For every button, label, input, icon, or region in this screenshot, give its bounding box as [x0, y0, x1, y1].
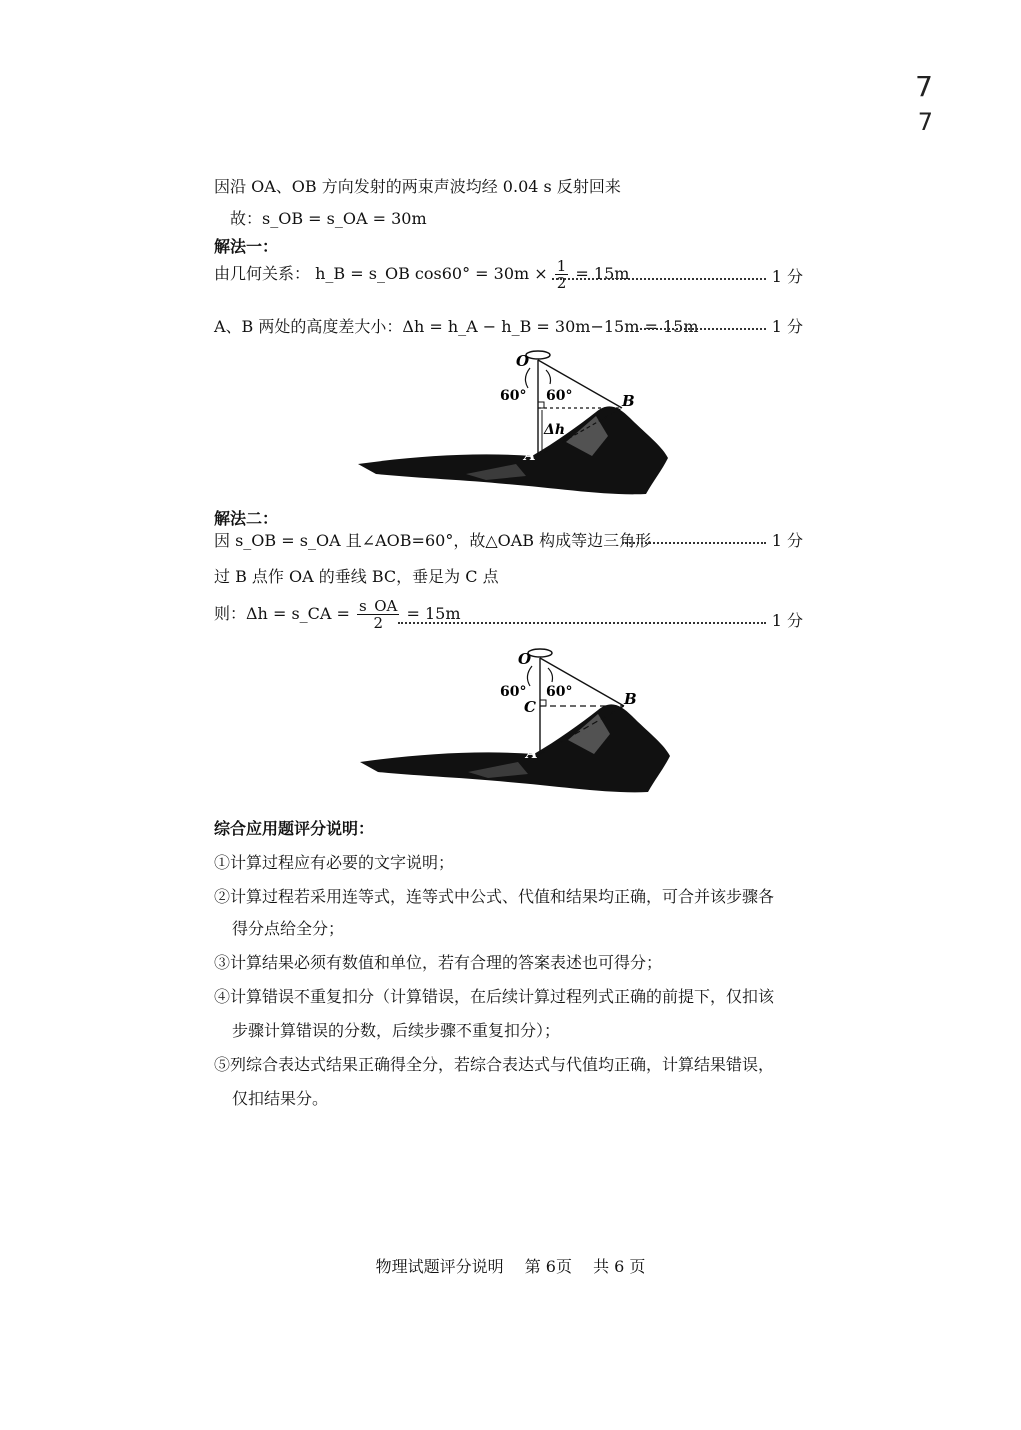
therefore-line: 故：s_OB = s_OA = 30m — [230, 209, 427, 228]
label-angle-left: 60° — [500, 388, 527, 404]
leader-dots — [636, 328, 766, 330]
label-a: A — [526, 744, 538, 762]
footer-title: 物理试题评分说明 — [375, 1257, 504, 1276]
handwritten-mark-2: 7 — [917, 108, 933, 136]
label-dh: Δh — [544, 422, 566, 438]
label-b: B — [624, 690, 637, 708]
geometry-line — [214, 258, 629, 291]
height-diff-line: A、B 两处的高度差大小：Δh = h_A − h_B = 30m−15m = 15m — [214, 317, 699, 336]
then-fraction-numerator: s_OA — [359, 597, 398, 615]
grading-note-1: ①计算过程应有必要的文字说明； — [214, 853, 455, 872]
label-angle-left: 60° — [500, 684, 527, 700]
geometry-fraction-numerator: 1 — [556, 257, 567, 275]
footer-total: 共 6 页 — [593, 1257, 646, 1276]
label-angle-right: 60° — [546, 388, 573, 404]
score-3: 1 分 — [771, 531, 803, 550]
geometry-result: = 15m — [575, 264, 630, 283]
then-fraction — [357, 598, 399, 631]
then-line — [214, 598, 461, 631]
grading-note-5-cont: 仅扣结果分。 — [232, 1089, 329, 1108]
diagram-method-1 — [356, 346, 676, 504]
grading-note-2: ②计算过程若采用连等式，连等式中公式、代值和结果均正确，可合并该步骤各 — [214, 887, 775, 906]
geometry-prefix: 由几何关系： — [214, 264, 311, 283]
label-b: B — [622, 392, 635, 410]
grading-note-4: ④计算错误不重复扣分（计算错误，在后续计算过程列式正确的前提下，仅扣该 — [214, 987, 775, 1006]
score-2: 1 分 — [771, 317, 803, 336]
grading-notes-title: 综合应用题评分说明： — [214, 819, 375, 838]
footer-page: 第 6页 — [524, 1257, 572, 1276]
label-o: O — [516, 352, 530, 370]
label-c: C — [524, 698, 536, 716]
method1-title: 解法一： — [214, 237, 279, 256]
geometry-fraction-denominator: 2 — [556, 274, 567, 292]
leader-dots — [622, 542, 766, 544]
then-prefix: 则：Δh = s_CA = — [214, 604, 350, 623]
leader-dots — [398, 622, 766, 624]
score-1: 1 分 — [771, 267, 803, 286]
grading-note-2-cont: 得分点给全分； — [232, 919, 345, 938]
label-angle-right: 60° — [546, 684, 573, 700]
intro-line: 因沿 OA、OB 方向发射的两束声波均经 0.04 s 反射回来 — [214, 177, 621, 196]
geometry-fraction — [555, 258, 569, 291]
grading-note-4-cont: 步骤计算错误的分数，后续步骤不重复扣分）； — [232, 1021, 561, 1040]
mountain-silhouette — [358, 406, 668, 494]
geometry-formula: h_B = s_OB cos60° = 30m × — [315, 264, 548, 283]
label-o: O — [518, 650, 532, 668]
page-footer — [0, 1254, 1021, 1277]
method2-title: 解法二： — [214, 509, 279, 528]
sound-source-icon — [526, 351, 550, 359]
diagram-method-2 — [358, 644, 678, 802]
leader-dots — [552, 278, 766, 280]
then-result: = 15m — [406, 604, 461, 623]
score-4: 1 分 — [771, 611, 803, 630]
grading-note-3: ③计算结果必须有数值和单位，若有合理的答案表述也可得分； — [214, 953, 663, 972]
handwritten-mark-1: 7 — [915, 70, 933, 103]
label-a: A — [524, 446, 536, 464]
sound-source-icon — [528, 649, 552, 657]
equilateral-line: 因 s_OB = s_OA 且∠AOB=60°，故△OAB 构成等边三角形 — [214, 531, 652, 550]
perpendicular-line: 过 B 点作 OA 的垂线 BC，垂足为 C 点 — [214, 567, 499, 586]
grading-note-5: ⑤列综合表达式结果正确得全分，若综合表达式与代值均正确，计算结果错误， — [214, 1055, 775, 1074]
then-fraction-denominator: 2 — [373, 614, 383, 632]
mountain-silhouette — [360, 704, 670, 792]
